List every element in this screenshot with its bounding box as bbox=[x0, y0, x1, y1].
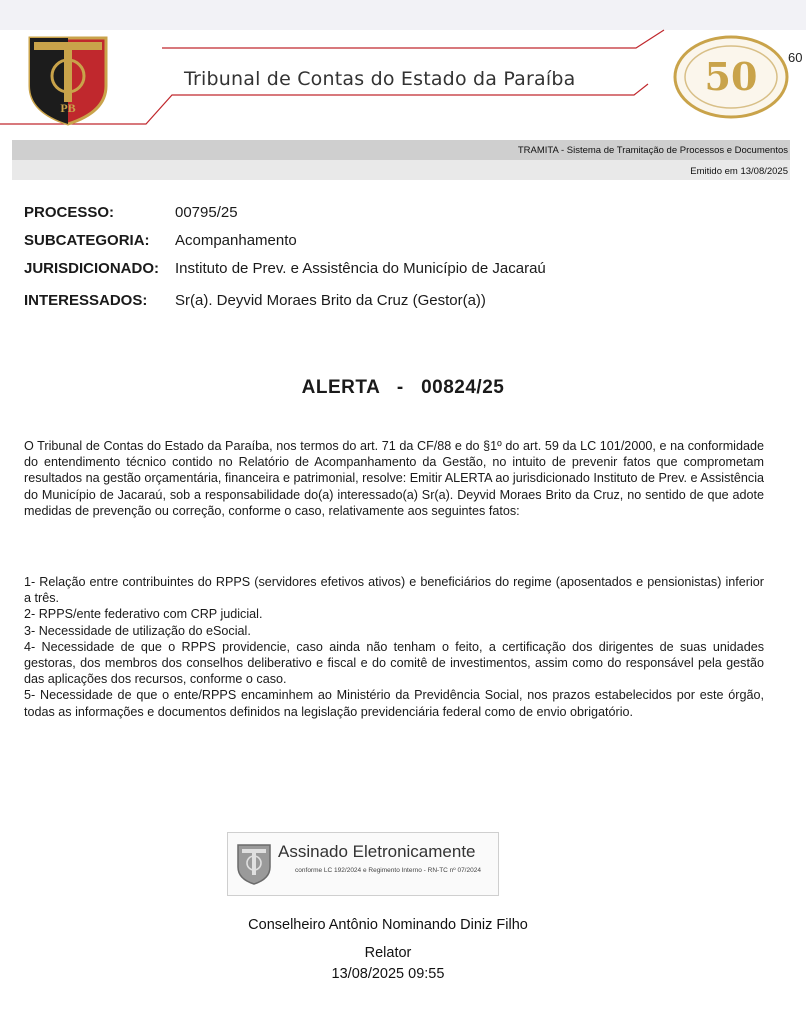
meta-value: Sr(a). Deyvid Moraes Brito da Cruz (Gestor(a)) bbox=[175, 292, 486, 309]
meta-label: SUBCATEGORIA: bbox=[24, 232, 150, 249]
meta-value: Acompanhamento bbox=[175, 232, 297, 249]
tce-logo bbox=[26, 34, 110, 126]
svg-text:50: 50 bbox=[704, 54, 758, 99]
issued-date: Emitido em 13/08/2025 bbox=[690, 166, 788, 177]
alert-title: ALERTA - 00824/25 bbox=[301, 377, 505, 398]
electronic-signature-stamp bbox=[227, 832, 499, 896]
anniversary-seal bbox=[672, 34, 790, 120]
meta-label: INTERESSADOS: bbox=[24, 292, 148, 309]
list-item: 5- Necessidade de que o ente/RPPS encaminhem ao Ministério da Previdência Social, nos prazos estabelecidos por este órgão, todas as informações e documentos definidos na legislação previdenciária federal como de envio obrigatório. bbox=[24, 688, 764, 719]
signatory-name: Conselheiro Antônio Nominando Diniz Filho bbox=[248, 917, 528, 933]
list-item: 3- Necessidade de utilização do eSocial. bbox=[24, 623, 251, 638]
institution-title: Tribunal de Contas do Estado da Paraíba bbox=[184, 68, 576, 90]
list-item: 4- Necessidade de que o RPPS providencie, caso ainda não tenham o feito, a certificação dos dirigentes de suas unidades gestoras, dos membros dos conselhos deliberativo e fiscal e do comitê de investimentos, assim como do responsável pela gestão das aplicações dos recursos, conforme o caso. bbox=[24, 639, 764, 687]
page-number: 60 bbox=[788, 50, 803, 65]
meta-label: PROCESSO: bbox=[24, 204, 115, 221]
tce-stamp-icon bbox=[236, 843, 272, 885]
alert-body: O Tribunal de Contas do Estado da Paraíba, nos termos do art. 71 da CF/88 e do §1º do art. 59 da LC 101/2000, e na conformidade do entendimento técnico contido no Relatório de Acompanhamento da Gestão, no intuito de prevenir fatos que comprometam resultados na gestão orçamentária, financeira e patrimonial, resolve: Emitir ALERTA ao jurisdicionado Instituto de Prev. e Assistência do Município de Jacaraú, sob a responsabilidade do(a) interessado(a) Sr(a). Deyvid Moraes Brito da Cruz, no sentido de que adote medidas de prevenção ou correção, conforme o caso, relativamente aos seguintes fatos: bbox=[24, 439, 764, 518]
signature-datetime: 13/08/2025 09:55 bbox=[331, 966, 445, 982]
stamp-note: conforme LC 192/2024 e Regimento Interno - RN-TC nº 07/2024 bbox=[295, 867, 481, 874]
svg-text:PB: PB bbox=[60, 101, 76, 115]
meta-value: Instituto de Prev. e Assistência do Município de Jacaraú bbox=[175, 260, 546, 277]
meta-value: 00795/25 bbox=[175, 204, 238, 221]
tramita-system-name: TRAMITA - Sistema de Tramitação de Processos e Documentos bbox=[517, 145, 788, 156]
list-item: 1- Relação entre contribuintes do RPPS (servidores efetivos ativos) e beneficiários do regime (aposentados e pensionistas) inferior a três. bbox=[24, 575, 764, 606]
signatory-role: Relator bbox=[364, 945, 412, 961]
facts-list bbox=[24, 574, 764, 720]
list-item: 2- RPPS/ente federativo com CRP judicial. bbox=[24, 607, 263, 622]
meta-label: JURISDICIONADO: bbox=[24, 260, 160, 277]
stamp-title: Assinado Eletronicamente bbox=[278, 842, 476, 861]
